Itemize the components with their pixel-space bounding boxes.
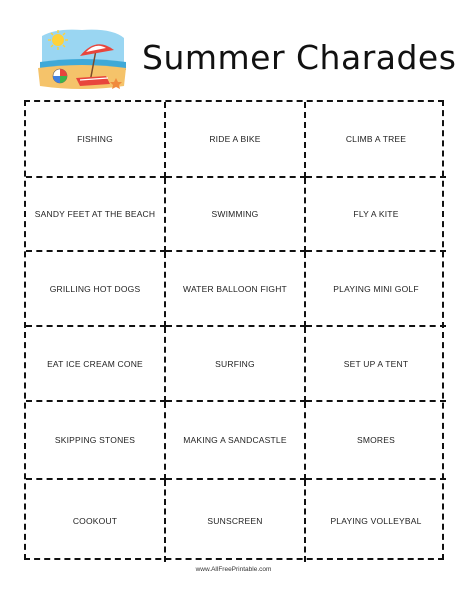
charade-card: SUNSCREEN (166, 480, 306, 562)
charade-card: SET UP A TENT (306, 327, 446, 402)
charade-card: WATER BALLOON FIGHT (166, 252, 306, 327)
charade-card: SURFING (166, 327, 306, 402)
footer-url: www.AllFreePrintable.com (195, 566, 272, 573)
charade-card: SWIMMING (166, 178, 306, 252)
charade-card: EAT ICE CREAM CONE (26, 327, 166, 402)
charade-card: SMORES (306, 402, 446, 480)
charades-card-grid (24, 100, 444, 560)
charade-card: FLY A KITE (306, 178, 446, 252)
beach-scene-icon (36, 26, 128, 92)
charade-card: CLIMB A TREE (306, 102, 446, 178)
charade-card: MAKING A SANDCASTLE (166, 402, 306, 480)
charade-card: PLAYING VOLLEYBAL (330, 516, 422, 526)
charade-card: COOKOUT (26, 480, 166, 562)
charade-card: RIDE A BIKE (166, 102, 306, 178)
charade-card: SANDY FEET AT THE BEACH (26, 178, 166, 252)
page-title: Summer Charades (142, 38, 457, 77)
charade-card: SKIPPING STONES (26, 402, 166, 480)
charade-card: GRILLING HOT DOGS (26, 252, 166, 327)
charade-card: PLAYING MINI GOLF (306, 252, 446, 327)
charade-card: FISHING (26, 102, 166, 178)
